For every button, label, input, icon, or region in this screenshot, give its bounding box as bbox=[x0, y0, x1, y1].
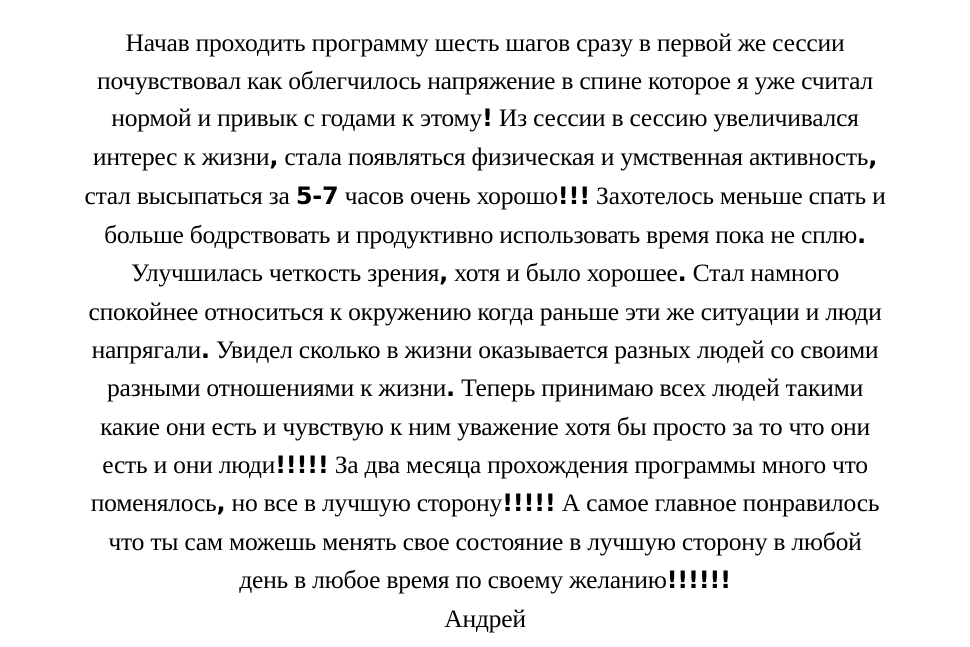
text-line bbox=[0, 177, 970, 216]
text-fragment: часов очень хорошо bbox=[338, 180, 558, 210]
testimonial-author: Андрей bbox=[444, 603, 526, 633]
bold-number: 5-7 bbox=[295, 181, 339, 210]
text-line bbox=[0, 24, 970, 62]
bold-punctuation: , bbox=[439, 259, 448, 288]
text-fragment: хотя и было хорошее bbox=[448, 258, 678, 288]
text-fragment: За два месяца прохождения программы много что bbox=[328, 449, 868, 479]
text-fragment: Теперь принимаю всех людей такими bbox=[454, 373, 864, 403]
text-line bbox=[0, 99, 970, 138]
text-line bbox=[0, 138, 970, 177]
text-fragment: Увидел сколько в жизни оказывается разных людей со своими bbox=[209, 334, 879, 364]
bold-punctuation: , bbox=[216, 489, 226, 518]
text-fragment: напрягали bbox=[91, 334, 201, 364]
text-fragment: почувствовал как облегчилось напряжение в спине которое я уже считал bbox=[97, 65, 873, 95]
text-fragment: Улучшилась четкость зрения bbox=[130, 258, 440, 288]
text-line bbox=[0, 216, 970, 255]
bold-punctuation: !!!!! bbox=[275, 450, 329, 479]
testimonial-text bbox=[0, 24, 970, 600]
bold-punctuation: . bbox=[856, 220, 866, 249]
bold-punctuation: !!! bbox=[557, 181, 590, 210]
text-line bbox=[0, 62, 970, 100]
text-fragment: Стал намного bbox=[686, 258, 840, 288]
text-fragment: интерес к жизни bbox=[92, 142, 270, 172]
bold-punctuation: . bbox=[200, 335, 210, 364]
text-line bbox=[0, 523, 970, 561]
text-fragment: разными отношениями к жизни bbox=[106, 373, 447, 403]
bold-punctuation: !!!!! bbox=[502, 489, 556, 518]
text-line bbox=[0, 369, 970, 408]
text-fragment: поменялось bbox=[90, 488, 217, 518]
text-line bbox=[0, 331, 970, 370]
text-fragment: больше бодрствовать и продуктивно использовать время пока не сплю bbox=[104, 219, 857, 249]
text-fragment: Захотелось меньше спать и bbox=[589, 180, 886, 210]
text-fragment: Начав проходить программу шесть шагов сразу в первой же сессии bbox=[125, 28, 845, 57]
text-fragment: Из сессии в сессию увеличивался bbox=[492, 103, 859, 133]
text-fragment: А самое главное понравилось bbox=[555, 488, 880, 518]
bold-punctuation: . bbox=[446, 374, 455, 403]
bold-punctuation: !!!!!! bbox=[666, 565, 731, 594]
text-fragment: нормой и привык с годами к этому bbox=[111, 103, 482, 133]
text-line bbox=[0, 254, 970, 293]
text-line bbox=[0, 293, 970, 331]
text-line bbox=[0, 446, 970, 485]
text-fragment: что ты сам можешь менять свое состояние в лучшую сторону в любой bbox=[108, 527, 862, 557]
text-line bbox=[0, 484, 970, 523]
text-fragment: но все в лучшую сторону bbox=[225, 488, 503, 518]
bold-punctuation: ! bbox=[481, 104, 493, 133]
text-fragment: день в любое время по своему желанию bbox=[239, 564, 667, 594]
text-fragment: какие они есть и чувствую к ним уважение хотя бы просто за то что они bbox=[100, 412, 870, 442]
bold-punctuation: . bbox=[677, 259, 687, 288]
bold-punctuation: , bbox=[269, 143, 279, 172]
text-line bbox=[0, 408, 970, 446]
text-fragment: спокойнее относиться к окружению когда раньше эти же ситуации и люди bbox=[88, 296, 882, 326]
text-fragment: есть и они люди bbox=[102, 449, 276, 479]
text-fragment: стала появляться физическая и умственная активность bbox=[278, 142, 869, 172]
bold-punctuation: , bbox=[868, 143, 878, 172]
text-line bbox=[0, 561, 970, 600]
text-fragment: стал высыпаться за bbox=[84, 180, 296, 210]
